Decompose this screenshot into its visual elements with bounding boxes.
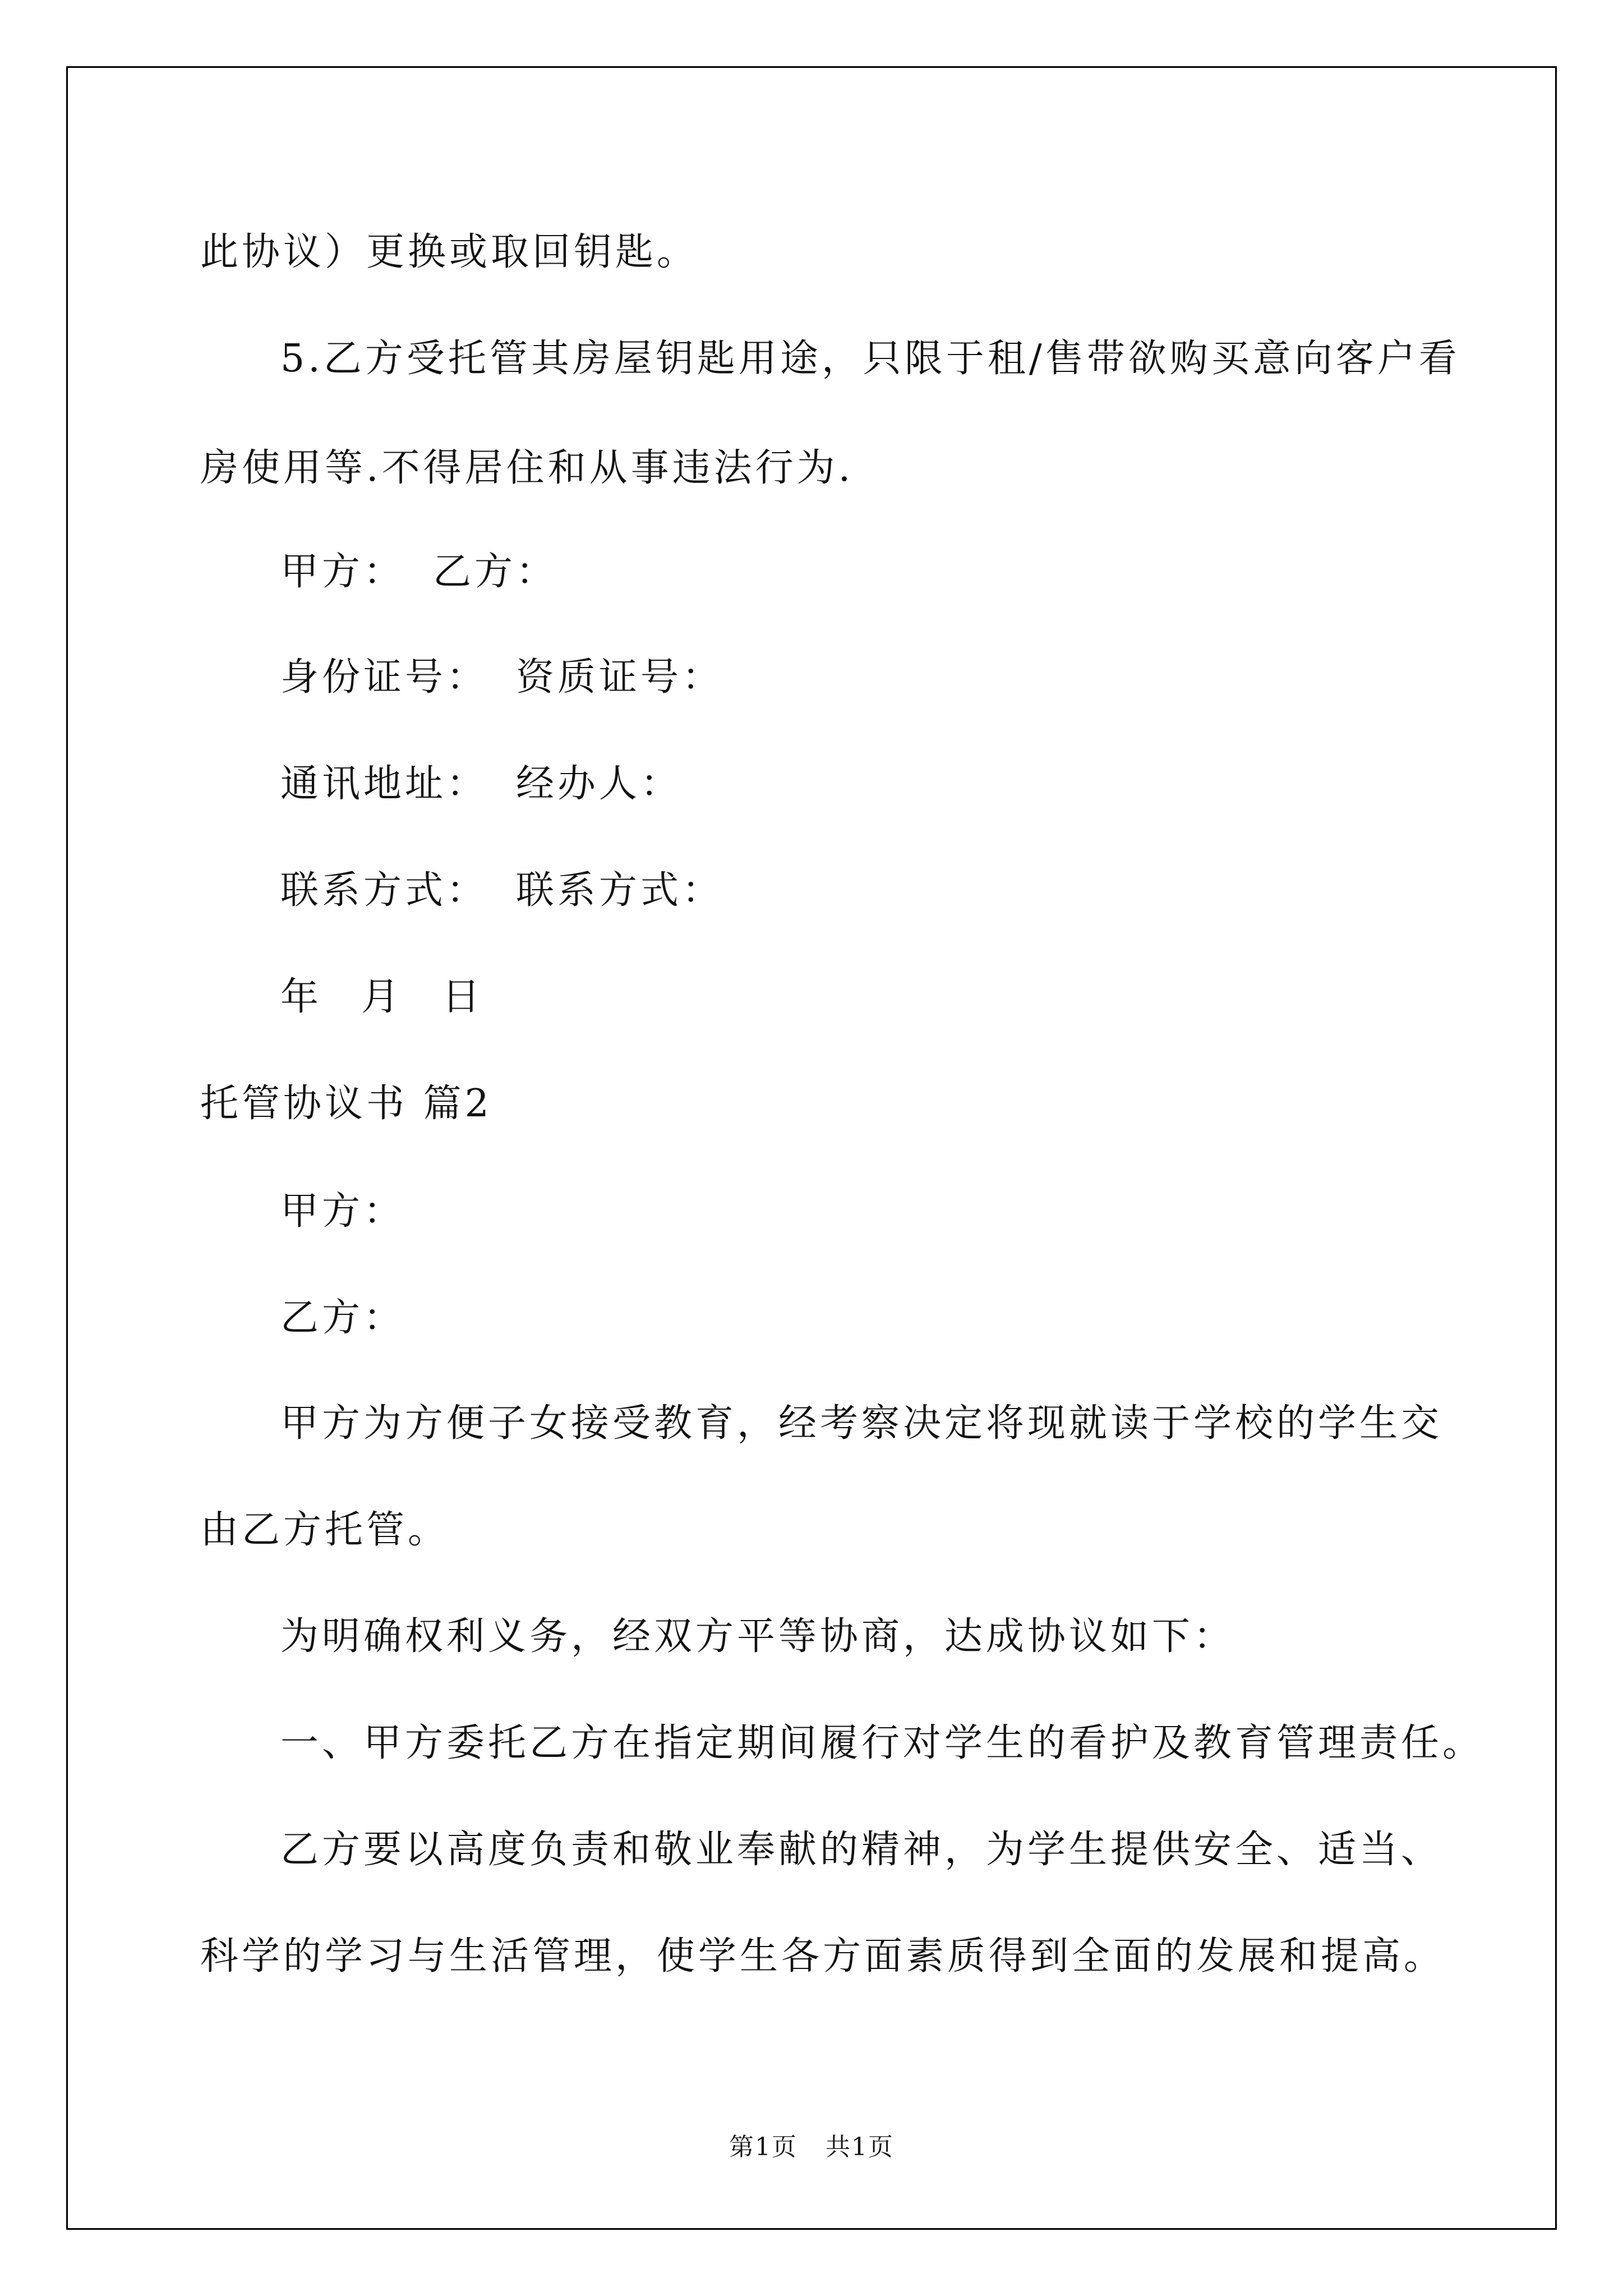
id-number-label: 身份证号：	[280, 655, 488, 700]
text-line: 一、甲方委托乙方在指定期间履行对学生的看护及教育管理责任。	[280, 1721, 1484, 1765]
contact-a-label: 联系方式：	[280, 868, 488, 913]
signature-row	[280, 655, 723, 700]
qualification-number-label: 资质证号：	[516, 655, 724, 700]
text-line: 此协议）更换或取回钥匙。	[200, 230, 699, 274]
date-month: 月	[361, 975, 403, 1019]
text-line: 乙方：	[280, 1296, 405, 1340]
date-year: 年	[280, 975, 322, 1019]
page-number-total: 共1页	[826, 2133, 894, 2161]
text-line: 房使用等.不得居住和从事违法行为.	[200, 446, 854, 490]
page-footer	[0, 2132, 1623, 2163]
section-heading: 托管协议书 篇2	[200, 1082, 492, 1126]
text-line: 甲方为方便子女接受教育，经考察决定将现就读于学校的学生交	[280, 1401, 1443, 1446]
text-line: 由乙方托管。	[200, 1508, 450, 1552]
text-line: 甲方：	[280, 1189, 405, 1234]
text-line: 科学的学习与生活管理，使学生各方面素质得到全面的发展和提高。	[200, 1934, 1446, 1978]
date-day: 日	[442, 975, 484, 1019]
party-a-label: 甲方：	[280, 550, 405, 594]
handler-label: 经办人：	[516, 762, 683, 806]
signature-row	[280, 762, 682, 807]
address-label: 通讯地址：	[280, 762, 488, 806]
signature-row	[280, 868, 723, 913]
page-border	[66, 66, 1557, 2230]
text-line: 乙方要以高度负责和敬业奉献的精神，为学生提供安全、适当、	[280, 1828, 1443, 1872]
text-line: 为明确权利义务，经双方平等协商，达成协议如下：	[280, 1614, 1235, 1659]
contact-b-label: 联系方式：	[516, 868, 724, 913]
signature-row	[280, 550, 557, 595]
page-number-current: 第1页	[729, 2133, 797, 2161]
date-row	[280, 975, 483, 1020]
text-line: 5.乙方受托管其房屋钥匙用途，只限于租/售带欲购买意向客户看	[280, 337, 1460, 381]
party-b-label: 乙方：	[433, 550, 558, 594]
